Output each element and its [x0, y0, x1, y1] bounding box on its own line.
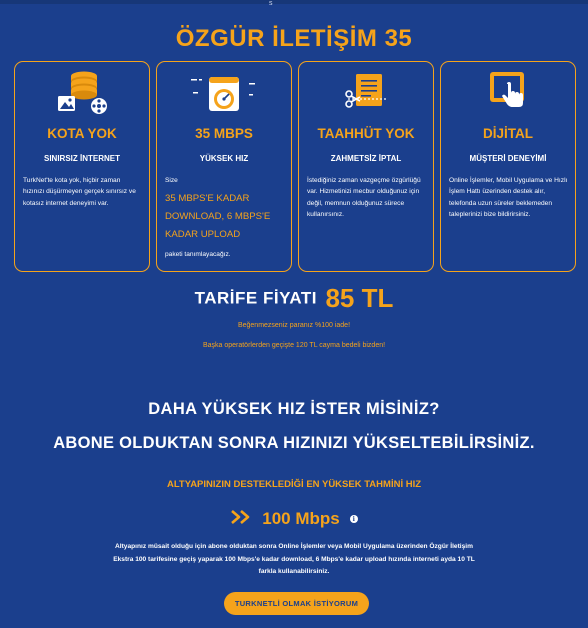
- card-body-highlight: 35 MBPS'E KADAR DOWNLOAD, 6 MBPS'E KADAR UPLOAD: [165, 193, 271, 240]
- switch-note: Başka operatörlerden geçişte 120 TL cayma bedeli bizden!: [202, 342, 386, 349]
- price-label: TARİFE FİYATI: [194, 288, 317, 308]
- card-body-pre: Size: [165, 177, 178, 184]
- card-body: [165, 175, 285, 260]
- info-icon[interactable]: i: [350, 515, 358, 523]
- refund-note: Beğenmezseniz paranız %100 iade!: [237, 322, 351, 329]
- feature-card-kota: [14, 61, 150, 272]
- feature-card-speed: [156, 61, 292, 272]
- tablet-touch-icon: [441, 68, 575, 118]
- card-body: TurkNet'te kota yok, hiçbir zaman hızınızı düşürmeyen gerçek sınırsız ve kotasız internet deneyimi var.: [23, 177, 136, 207]
- page-title: ÖZGÜR İLETİŞİM 35: [175, 25, 413, 52]
- upsell-headline: DAHA YÜKSEK HIZ İSTER MİSİNİZ?: [148, 400, 440, 418]
- top-strip: [0, 0, 588, 4]
- top-mark: s: [269, 0, 273, 7]
- feature-card-digital: [440, 61, 576, 272]
- card-body: İstediğiniz zaman vazgeçme özgürlüğü var. Hizmetinizi mecbur olduğunuz için değil, memnun olduğunuz sürece kullanırsınız.: [307, 177, 421, 219]
- upsell-subheadline: ABONE OLDUKTAN SONRA HIZINIZI YÜKSELTEBİLİRSİNİZ.: [53, 434, 535, 452]
- max-speed: [0, 507, 588, 531]
- document-scissors-icon: [299, 68, 433, 118]
- card-title: DİJİTAL: [483, 126, 533, 141]
- card-title: TAAHHÜT YOK: [317, 126, 415, 141]
- speedometer-icon: [157, 68, 291, 118]
- card-body: Online İşlemler, Mobil Uygulama ve Hızlı İşlem Hattı üzerinden destek alır, telefonda uzun süreler beklemeden taleplerinizi bize bildirirsiniz.: [449, 177, 568, 219]
- infrastructure-label: ALTYAPINIZIN DESTEKLEDİĞİ EN YÜKSEK TAHMİNİ HIZ: [166, 479, 422, 490]
- become-customer-button[interactable]: TURKNETLİ OLMAK İSTİYORUM: [224, 592, 369, 615]
- price-value: 85 TL: [325, 283, 394, 313]
- card-subtitle: MÜŞTERİ DENEYİMİ: [469, 154, 547, 163]
- feature-card-commitment: [298, 61, 434, 272]
- card-body-post: paketi tanımlayacağız.: [165, 251, 231, 258]
- card-subtitle: YÜKSEK HIZ: [199, 154, 249, 163]
- upgrade-description: Altyapınız müsait olduğu için abone olduktan sonra Online İşlemler veya Mobil Uygulama üzerinden Özgür İletişim Ekstra 100 tarifesine geçiş yaparak 100 Mbps'e kadar download, 6 Mbps'e kadar upload hızında interneti ayda 10 TL farkla kullanabilirsiniz.: [113, 543, 475, 575]
- card-title: 35 MBPS: [195, 126, 253, 141]
- double-chevron-right-icon: [230, 509, 256, 530]
- tariff-price: [0, 283, 588, 314]
- card-title: KOTA YOK: [47, 126, 117, 141]
- card-subtitle: ZAHMETSİZ İPTAL: [330, 154, 402, 163]
- card-subtitle: SINIRSIZ İNTERNET: [43, 154, 120, 163]
- speed-value: 100 Mbps: [262, 509, 340, 528]
- coins-media-icon: [15, 68, 149, 118]
